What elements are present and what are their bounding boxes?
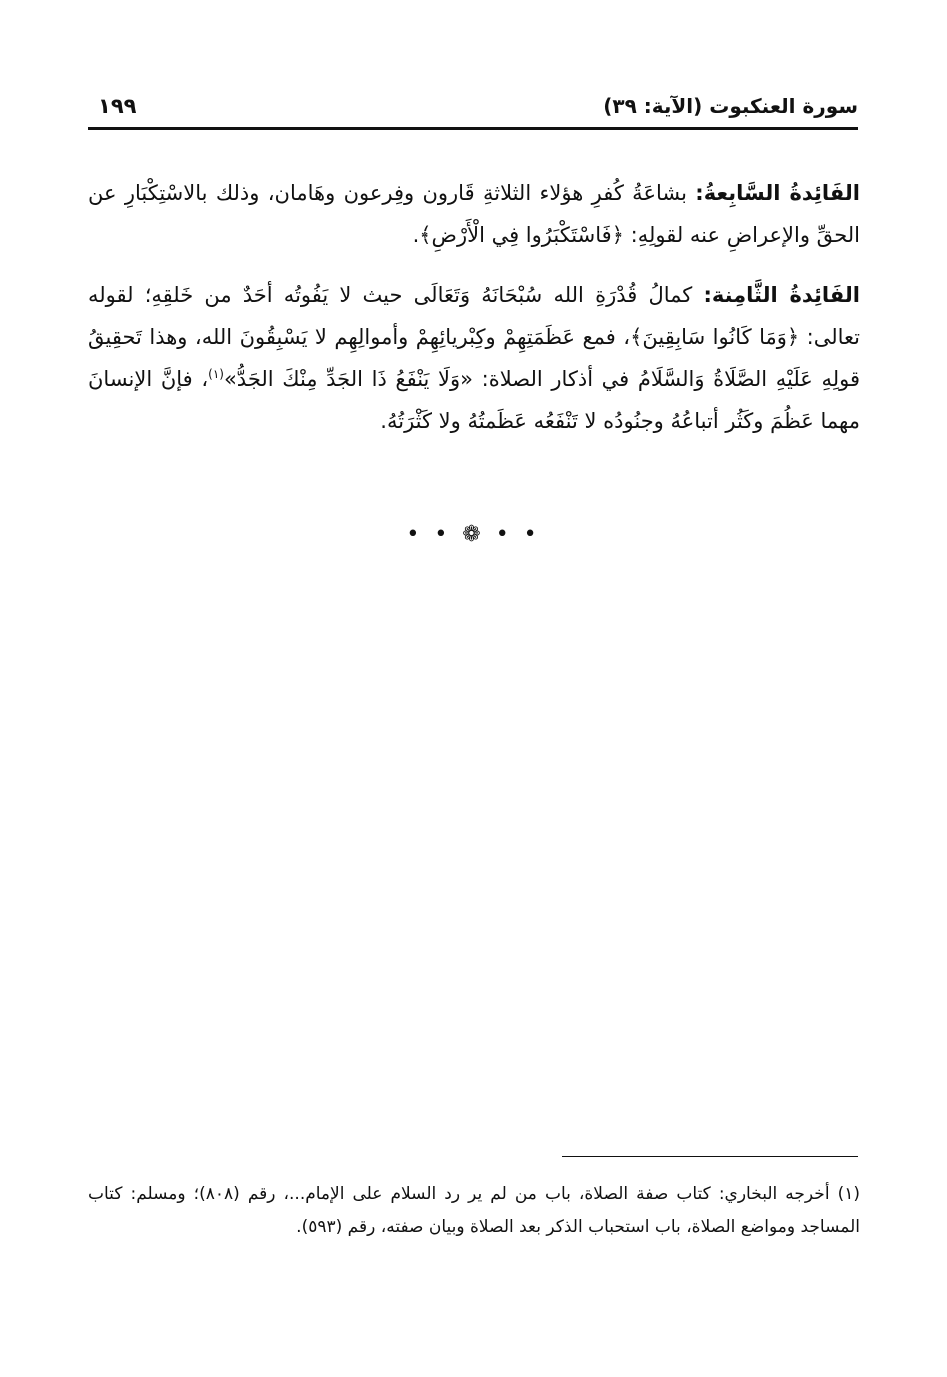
paragraph-text: كمالُ قُدْرَةِ الله سُبْحَانَهُ وَتَعَالَى حيث لا يَفُوتُه أحَدٌ من خَلقِهِ؛ لقوله تعالى: ﴿وَمَا كَانُوا سَابِقِينَ﴾، فمع عَظَمَتِهِمْ وكِبْريائِهِمْ وأموالِهِم لا يَسْبِقُونَ الله، وهذا تَحقِيقُ قولِهِ عَلَيْهِ الصَّلَاةُ وَالسَّلَامُ في أذكار الصلاة: «وَلَا يَنْفَعُ ذَا الجَدِّ مِنْكَ الجَدُّ»	[88, 283, 860, 391]
footnote: (١) أخرجه البخاري: كتاب صفة الصلاة، باب من لم ير رد السلام على الإمام...، رقم (٨٠٨)؛ ومسلم: كتاب المساجد ومواضع الصلاة، باب استحباب الذكر بعد الصلاة وبيان صفته، رقم (٥٩٣).	[88, 1184, 861, 1237]
running-header	[88, 92, 858, 126]
header-surah-title: سورة العنكبوت (الآية: ٣٩)	[603, 94, 858, 118]
footnote-rule	[562, 1156, 858, 1157]
header-rule	[88, 127, 858, 130]
paragraph-text: بشاعَةُ كُفرِ هؤلاء الثلاثةِ قَارون وفِرعون وهَامان، وذلك بالاسْتِكْبَارِ عن الحقِّ والإعراضِ عنه لقولِهِ: ﴿فَاسْتَكْبَرُوا فِي الْأَرْضِ﴾.	[88, 181, 860, 247]
ornament-divider: • • ❁ • •	[406, 522, 541, 547]
paragraph-eighth-benefit	[88, 274, 860, 442]
page-number: ١٩٩	[98, 94, 137, 118]
paragraph-heading: الفَائِدةُ الثَّامِنة:	[703, 283, 860, 307]
footnote-reference[interactable]: (١)	[208, 367, 224, 381]
paragraph-seventh-benefit	[88, 172, 860, 256]
main-text	[88, 172, 860, 460]
paragraph-text: ، فإنَّ الإنسانَ مهما عَظُمَ وكَثُر أتباعُهُ وجنُودُه لا تَنْفَعُه عَظَمتُهُ ولا كَثْرَتُهُ.	[88, 367, 860, 433]
paragraph-heading: الفَائِدةُ السَّابِعةُ:	[695, 181, 860, 205]
